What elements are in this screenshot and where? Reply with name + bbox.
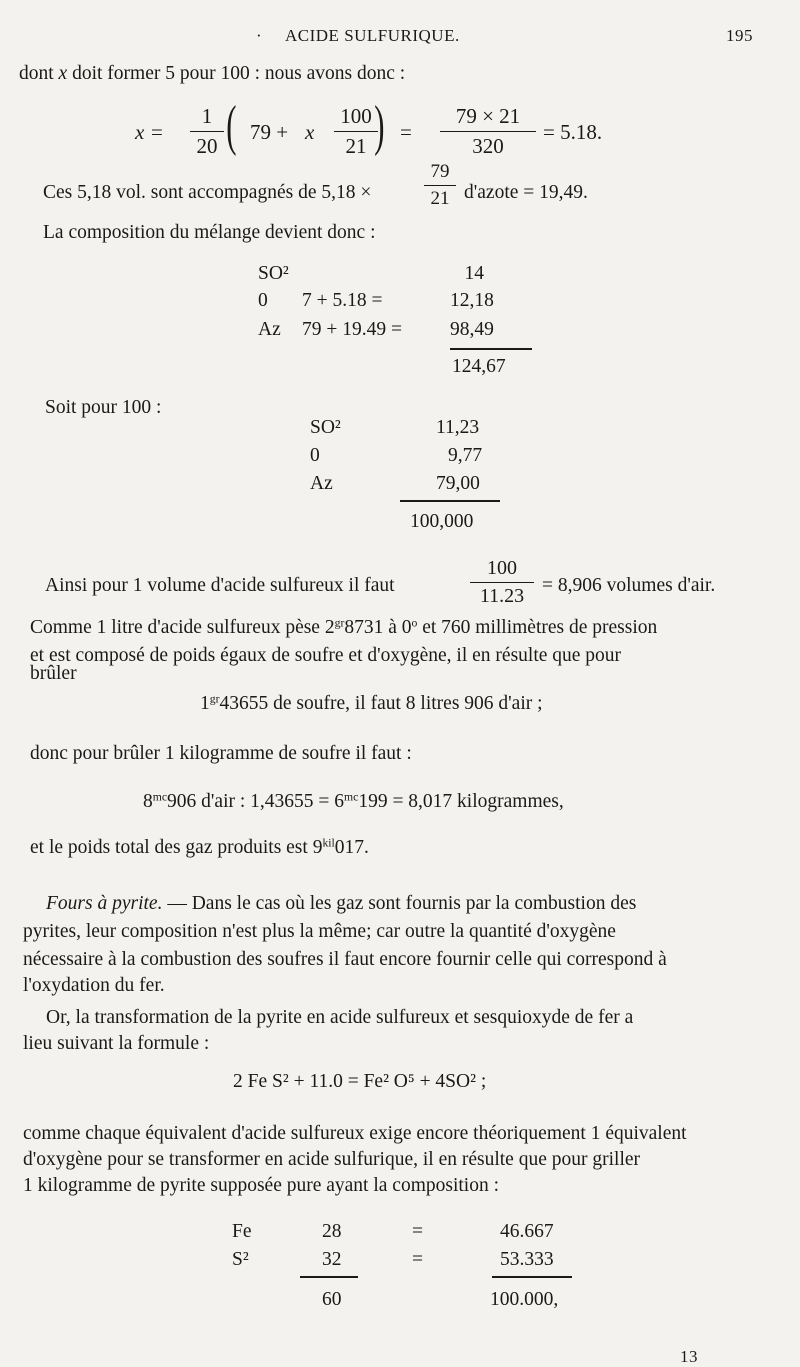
gas-value: 14 [464,263,484,284]
text-line: d'azote = 19,49. [464,182,588,203]
text-fragment: 906 d'air : 1,43655 = 6 [167,791,345,812]
fraction-bar [334,131,378,132]
degree-superscript: o [411,616,418,630]
text-line [46,894,636,914]
text-line: = 8,906 volumes d'air. [542,575,716,596]
text-fragment: et le poids total des gaz produits est 9 [30,837,323,858]
text-line: donc pour brûler 1 kilogramme de soufre il faut : [30,743,412,764]
text-line [143,792,564,812]
sum-rule [492,1276,572,1278]
text-line: La composition du mélange devient donc : [43,222,376,243]
numerator: 100 [340,104,372,128]
numerator: 79 × 21 [455,104,521,128]
denominator: 21 [430,188,450,209]
sum-rule [450,348,532,350]
gas-name: Az [258,319,281,340]
variable-x: x [58,63,68,84]
left-paren: ( [226,95,237,157]
variable-x: x [305,120,315,144]
element-weight: 28 [322,1221,342,1242]
denominator: 20 [196,134,218,158]
fraction [424,161,456,210]
denominator: 21 [345,134,367,158]
gas-name: 0 [258,290,268,311]
numerator: 100 [487,557,517,579]
text-fragment: 8 [143,791,153,812]
page-number: 195 [726,26,753,45]
denominator: 11.23 [479,585,525,607]
numerator: 79 [430,161,450,182]
total-weight: 60 [322,1289,342,1310]
gas-name: SO² [258,263,289,284]
gas-value: 79,00 [436,473,480,494]
total-value: 100,000 [410,511,474,532]
text-line [30,618,657,638]
text-fragment: 1 [200,693,210,714]
unit-superscript: mc [152,790,168,804]
text-line: pyrites, leur composition n'est plus la même; car outre la quantité d'oxygène [23,921,616,942]
text-fragment: 43655 de soufre, il faut 8 litres 906 d'air ; [219,693,543,714]
gas-value: 12,18 [450,290,494,311]
signature-mark: 13 [680,1347,698,1366]
text-line: Ainsi pour 1 volume d'acide sulfureux il faut [45,575,395,596]
text-line: et est composé de poids égaux de soufre et d'oxygène, il en résulte que pour [30,645,622,666]
equals-sign: = [412,1221,423,1242]
text-line [200,694,543,714]
element-name: S² [232,1249,249,1270]
element-weight: 32 [322,1249,342,1270]
denominator: 320 [472,134,504,158]
text-line: Soit pour 100 : [45,397,162,418]
gas-name: SO² [310,417,341,438]
text-line: l'oxydation du fer. [23,975,165,996]
fraction-bar [424,185,456,186]
text-fragment: et 760 millimètres de pression [417,617,658,638]
text-fragment: dont [19,63,59,84]
text-fragment: doit former 5 pour 100 : nous avons donc : [67,63,406,84]
unit-superscript: kil [322,836,335,850]
sum-rule [300,1276,358,1278]
gas-expression: 79 + 19.49 = [302,319,402,340]
text-line: brûler [30,663,77,684]
fraction [440,104,536,159]
text-line: Ces 5,18 vol. sont accompagnés de 5,18 × [43,182,372,203]
inner-term: 79 + [250,120,289,144]
section-title: Fours à pyrite. [46,893,163,914]
equation-result: = 5.18. [543,120,603,144]
running-title: ACIDE SULFURIQUE. [285,26,460,45]
text-line: 1 kilogramme de pyrite supposée pure ayant la composition : [23,1175,500,1196]
right-paren: ) [374,95,385,157]
text-fragment: 199 = 8,017 kilogrammes, [358,791,564,812]
gas-expression: 7 + 5.18 = [302,290,383,311]
equation-lhs: x = [135,120,164,144]
gas-value: 11,23 [436,417,480,438]
fraction-bar [190,131,224,132]
element-percent: 53.333 [500,1249,554,1270]
text-fragment: 8731 à 0 [344,617,412,638]
fraction [190,104,224,159]
equals-sign: = [412,1249,423,1270]
total-percent: 100.000, [490,1289,559,1310]
unit-superscript: gr [209,692,220,706]
gas-value: 98,49 [450,319,494,340]
text-line: nécessaire à la combustion des soufres il faut encore fournir celle qui correspond à [23,949,667,970]
gas-name: Az [310,473,333,494]
text-line: comme chaque équivalent d'acide sulfureux exige encore théoriquement 1 équivalent [23,1123,687,1144]
text-line: lieu suivant la formule : [23,1033,210,1054]
text-line [19,64,405,84]
text-line [30,838,369,858]
fraction [334,104,378,159]
chemical-formula: 2 Fe S² + 11.0 = Fe² O⁵ + 4SO² ; [233,1071,487,1092]
equals-sign: = [400,120,412,144]
text-fragment: — Dans le cas où les gaz sont fournis par la combustion des [162,893,637,914]
element-percent: 46.667 [500,1221,554,1242]
text-line: d'oxygène pour se transformer en acide sulfurique, il en résulte que pour griller [23,1149,641,1170]
gas-name: 0 [310,445,320,466]
unit-superscript: mc [344,790,359,804]
fraction-bar [470,582,534,583]
text-line: Or, la transformation de la pyrite en acide sulfureux et sesquioxyde de fer a [46,1007,634,1028]
text-fragment: 017. [334,837,369,858]
header-mark: · [256,26,263,45]
text-fragment: Comme 1 litre d'acide sulfureux pèse 2 [30,617,335,638]
total-value: 124,67 [452,356,506,377]
gas-value: 9,77 [448,445,483,466]
unit-superscript: gr [334,616,345,630]
fraction [470,557,534,608]
fraction-bar [440,131,536,132]
numerator: 1 [201,104,213,128]
sum-rule [400,500,500,502]
element-name: Fe [232,1221,252,1242]
